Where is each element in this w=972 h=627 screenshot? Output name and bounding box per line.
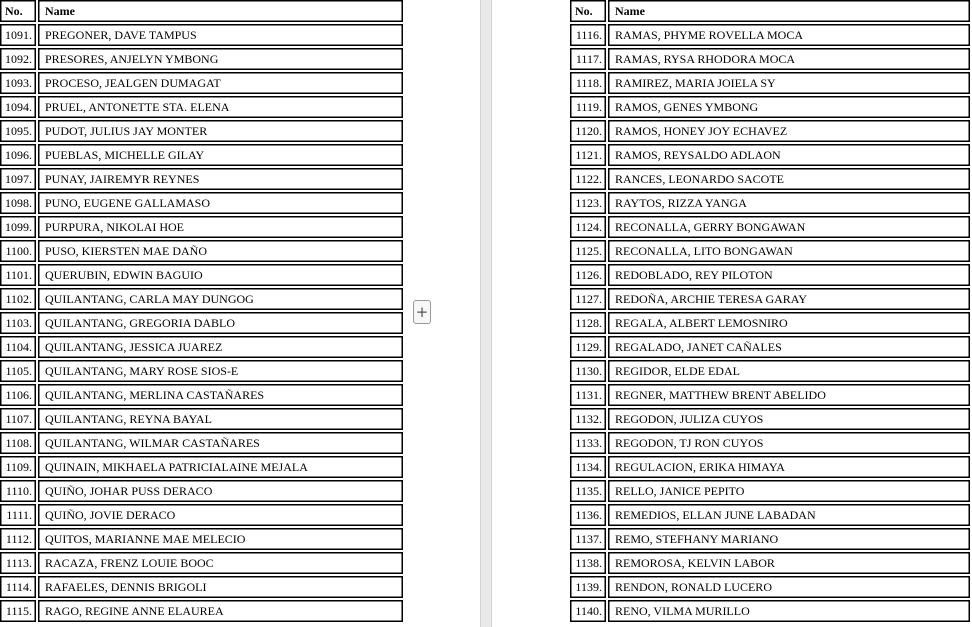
row-name: QUILANTANG, CARLA MAY DUNGOG [38, 288, 403, 310]
row-number: 1135. [570, 480, 606, 502]
row-name: QUILANTANG, MARY ROSE SIOS-E [38, 360, 403, 382]
table-row [0, 600, 403, 622]
row-name: RENDON, RONALD LUCERO [608, 576, 970, 598]
row-name: RAMAS, RYSA RHODORA MOCA [608, 48, 970, 70]
table-row [570, 288, 970, 310]
row-number: 1118. [570, 72, 606, 94]
row-number: 1136. [570, 504, 606, 526]
row-number: 1127. [570, 288, 606, 310]
row-name: RAMOS, REYSALDO ADLAON [608, 144, 970, 166]
row-name: QUILANTANG, WILMAR CASTAÑARES [38, 432, 403, 454]
table-row [0, 72, 403, 94]
row-number: 1140. [570, 600, 606, 622]
table-row [570, 192, 970, 214]
row-number: 1096. [0, 144, 36, 166]
row-number: 1103. [0, 312, 36, 334]
table-row [570, 264, 970, 286]
row-name: PUNO, EUGENE GALLAMASO [38, 192, 403, 214]
plus-icon: + [415, 303, 429, 321]
row-number: 1116. [570, 24, 606, 46]
row-number: 1092. [0, 48, 36, 70]
row-name: PROCESO, JEALGEN DUMAGAT [38, 72, 403, 94]
row-name: RACAZA, FRENZ LOUIE BOOC [38, 552, 403, 574]
header-name: Name [38, 0, 403, 22]
row-name: RAYTOS, RIZZA YANGA [608, 192, 970, 214]
row-number: 1110. [0, 480, 36, 502]
table-row [0, 552, 403, 574]
row-number: 1132. [570, 408, 606, 430]
row-number: 1130. [570, 360, 606, 382]
table-row [0, 384, 403, 406]
table-row [570, 168, 970, 190]
row-number: 1097. [0, 168, 36, 190]
table-row [570, 432, 970, 454]
table-row [0, 432, 403, 454]
row-name: REGALA, ALBERT LEMOSNIRO [608, 312, 970, 334]
row-name: REGODON, JULIZA CUYOS [608, 408, 970, 430]
table-row [0, 192, 403, 214]
table-row [570, 408, 970, 430]
row-name: RAMOS, GENES YMBONG [608, 96, 970, 118]
table-row [570, 72, 970, 94]
table-row [570, 480, 970, 502]
row-name: QUINAIN, MIKHAELA PATRICIALAINE MEJALA [38, 456, 403, 478]
document-page-right [492, 0, 972, 627]
table-row [570, 360, 970, 382]
row-number: 1113. [0, 552, 36, 574]
table-body-right [570, 24, 970, 622]
table-row [570, 600, 970, 622]
table-row [0, 456, 403, 478]
row-name: PURPURA, NIKOLAI HOE [38, 216, 403, 238]
row-number: 1101. [0, 264, 36, 286]
names-table-right [568, 0, 972, 624]
row-number: 1129. [570, 336, 606, 358]
table-row [570, 504, 970, 526]
table-row [570, 240, 970, 262]
row-number: 1120. [570, 120, 606, 142]
row-name: RECONALLA, LITO BONGAWAN [608, 240, 970, 262]
row-number: 1134. [570, 456, 606, 478]
table-row [0, 24, 403, 46]
row-number: 1109. [0, 456, 36, 478]
row-number: 1117. [570, 48, 606, 70]
table-row [570, 312, 970, 334]
row-name: QUILANTANG, GREGORIA DABLO [38, 312, 403, 334]
table-row [0, 528, 403, 550]
row-name: REGIDOR, ELDE EDAL [608, 360, 970, 382]
row-number: 1115. [0, 600, 36, 622]
row-name: RAMOS, HONEY JOY ECHAVEZ [608, 120, 970, 142]
row-number: 1125. [570, 240, 606, 262]
row-number: 1093. [0, 72, 36, 94]
row-number: 1133. [570, 432, 606, 454]
table-row [0, 264, 403, 286]
row-name: PUSO, KIERSTEN MAE DAÑO [38, 240, 403, 262]
row-number: 1104. [0, 336, 36, 358]
row-number: 1099. [0, 216, 36, 238]
row-number: 1138. [570, 552, 606, 574]
row-name: REDOBLADO, REY PILOTON [608, 264, 970, 286]
table-row [0, 216, 403, 238]
row-number: 1094. [0, 96, 36, 118]
row-number: 1100. [0, 240, 36, 262]
table-row [570, 576, 970, 598]
row-number: 1112. [0, 528, 36, 550]
row-number: 1106. [0, 384, 36, 406]
table-row [0, 408, 403, 430]
table-row [570, 528, 970, 550]
row-name: PREGONER, DAVE TAMPUS [38, 24, 403, 46]
table-row [570, 552, 970, 574]
table-row [0, 168, 403, 190]
header-name: Name [608, 0, 970, 22]
row-number: 1095. [0, 120, 36, 142]
table-row [0, 144, 403, 166]
row-number: 1114. [0, 576, 36, 598]
row-name: REGNER, MATTHEW BRENT ABELIDO [608, 384, 970, 406]
row-name: REGALADO, JANET CAÑALES [608, 336, 970, 358]
table-body-left [0, 24, 403, 622]
add-row-handle[interactable] [413, 300, 431, 324]
row-number: 1119. [570, 96, 606, 118]
table-row [570, 216, 970, 238]
row-number: 1126. [570, 264, 606, 286]
row-name: RAMAS, PHYME ROVELLA MOCA [608, 24, 970, 46]
table-row [570, 96, 970, 118]
row-number: 1137. [570, 528, 606, 550]
table-row [0, 96, 403, 118]
table-row [570, 48, 970, 70]
table-row [0, 48, 403, 70]
table-header-row [570, 0, 970, 22]
row-name: RAFAELES, DENNIS BRIGOLI [38, 576, 403, 598]
table-row [0, 240, 403, 262]
row-number: 1105. [0, 360, 36, 382]
row-number: 1123. [570, 192, 606, 214]
table-row [0, 360, 403, 382]
row-name: REDOÑA, ARCHIE TERESA GARAY [608, 288, 970, 310]
row-name: PRUEL, ANTONETTE STA. ELENA [38, 96, 403, 118]
table-row [570, 384, 970, 406]
row-name: RAMIREZ, MARIA JOIELA SY [608, 72, 970, 94]
row-number: 1111. [0, 504, 36, 526]
row-name: REMOROSA, KELVIN LABOR [608, 552, 970, 574]
row-number: 1124. [570, 216, 606, 238]
page-gutter [480, 0, 492, 627]
row-name: QUERUBIN, EDWIN BAGUIO [38, 264, 403, 286]
table-row [0, 504, 403, 526]
row-name: QUITOS, MARIANNE MAE MELECIO [38, 528, 403, 550]
table-row [570, 456, 970, 478]
table-row [570, 144, 970, 166]
header-no: No. [570, 0, 606, 22]
row-number: 1108. [0, 432, 36, 454]
row-number: 1131. [570, 384, 606, 406]
row-name: RELLO, JANICE PEPITO [608, 480, 970, 502]
row-name: REGULACION, ERIKA HIMAYA [608, 456, 970, 478]
row-number: 1102. [0, 288, 36, 310]
row-name: REMO, STEFHANY MARIANO [608, 528, 970, 550]
row-number: 1098. [0, 192, 36, 214]
row-name: REMEDIOS, ELLAN JUNE LABADAN [608, 504, 970, 526]
row-number: 1139. [570, 576, 606, 598]
row-name: QUIÑO, JOHAR PUSS DERACO [38, 480, 403, 502]
document-page-left [0, 0, 480, 627]
table-row [0, 288, 403, 310]
table-row [0, 120, 403, 142]
row-name: RENO, VILMA MURILLO [608, 600, 970, 622]
row-name: RANCES, LEONARDO SACOTE [608, 168, 970, 190]
names-table-left [0, 0, 405, 624]
row-name: PUDOT, JULIUS JAY MONTER [38, 120, 403, 142]
row-number: 1128. [570, 312, 606, 334]
row-name: RAGO, REGINE ANNE ELAUREA [38, 600, 403, 622]
table-row [570, 24, 970, 46]
row-number: 1091. [0, 24, 36, 46]
row-name: QUIÑO, JOVIE DERACO [38, 504, 403, 526]
table-row [570, 120, 970, 142]
row-name: QUILANTANG, MERLINA CASTAÑARES [38, 384, 403, 406]
table-row [0, 480, 403, 502]
table-row [0, 312, 403, 334]
row-number: 1122. [570, 168, 606, 190]
row-name: QUILANTANG, REYNA BAYAL [38, 408, 403, 430]
table-row [0, 336, 403, 358]
row-name: RECONALLA, GERRY BONGAWAN [608, 216, 970, 238]
row-number: 1107. [0, 408, 36, 430]
row-name: PUNAY, JAIREMYR REYNES [38, 168, 403, 190]
header-no: No. [0, 0, 36, 22]
row-name: PUEBLAS, MICHELLE GILAY [38, 144, 403, 166]
table-header-row [0, 0, 403, 22]
table-row [0, 576, 403, 598]
table-row [570, 336, 970, 358]
row-number: 1121. [570, 144, 606, 166]
row-name: REGODON, TJ RON CUYOS [608, 432, 970, 454]
row-name: PRESORES, ANJELYN YMBONG [38, 48, 403, 70]
row-name: QUILANTANG, JESSICA JUAREZ [38, 336, 403, 358]
